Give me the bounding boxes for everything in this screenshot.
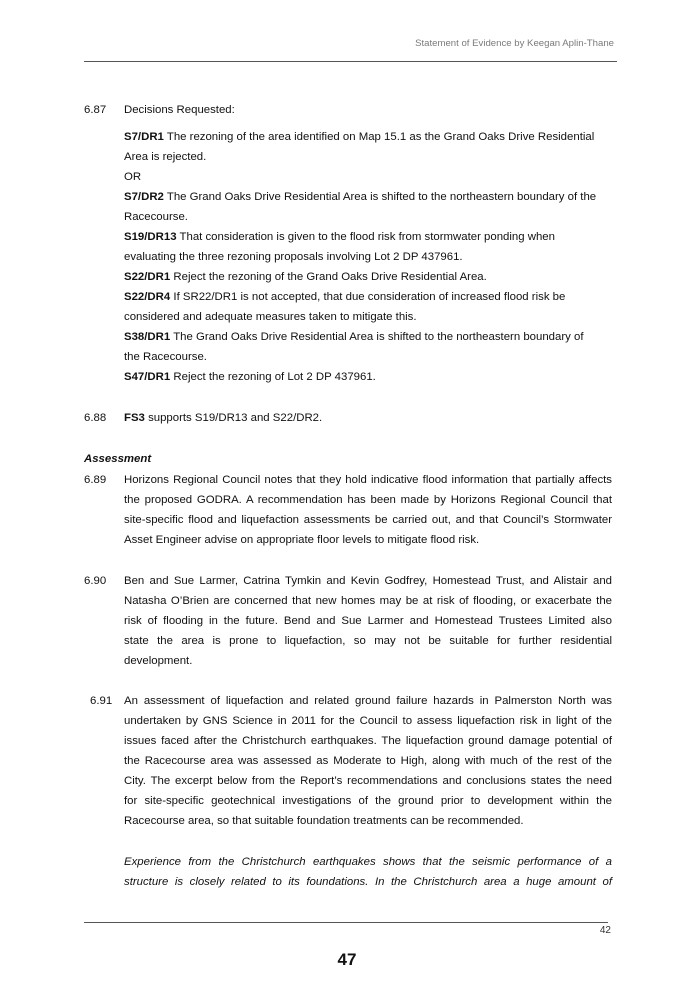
paragraph-line: issues faced after the Christchurch earthquakes. The liquefaction ground damage potential of	[124, 735, 612, 747]
decision-item: S22/DR4 If SR22/DR1 is not accepted, that due consideration of increased flood risk be	[124, 291, 566, 303]
decision-code: S19/DR13	[124, 231, 177, 243]
decision-continuation: the Racecourse.	[124, 351, 207, 363]
paragraph-line: Ben and Sue Larmer, Catrina Tymkin and Kevin Godfrey, Homestead Trust, and Alistair and	[124, 575, 612, 587]
decision-or: OR	[124, 171, 142, 183]
document-header: Statement of Evidence by Keegan Aplin-Thane	[415, 38, 614, 49]
quote-line: structure is closely related to its foundations. In the Christchurch area a huge amount of	[124, 876, 612, 888]
stamped-page-number: 47	[337, 950, 357, 969]
paragraph-line: the Racecourse area was assessed as Moderate to High, along with much of the rest of the	[124, 755, 612, 767]
decision-code: S7/DR1	[124, 131, 164, 143]
decision-continuation: Area is rejected.	[124, 151, 207, 163]
paragraph-line: the proposed GODRA. A recommendation has been made by Horizons Regional Council that	[124, 494, 612, 506]
decision-code: S22/DR1	[124, 271, 171, 283]
paragraph-line: for site-specific geotechnical investigations of the ground prior to development within the	[124, 795, 612, 807]
paragraph-number: 6.87	[84, 104, 107, 116]
paragraph-line: development.	[124, 655, 193, 667]
paragraph-line: Racecourse area, so that suitable foundation treatments can be recommended.	[124, 815, 524, 827]
paragraph-line: risk of flooding in the future. Bend and Sue Larmer and Homestead Trustees Limited also	[124, 615, 612, 627]
decision-code: S22/DR4	[124, 291, 171, 303]
decision-continuation: evaluating the three rezoning proposals involving Lot 2 DP 437961.	[124, 251, 463, 263]
decision-continuation: considered and adequate measures taken to mitigate this.	[124, 311, 417, 323]
paragraph-line: undertaken by GNS Science in 2011 for the Council to assess liquefaction risk in light of the	[124, 715, 612, 727]
paragraph-number: 6.91	[90, 695, 113, 707]
decision-item: S7/DR1 The rezoning of the area identified on Map 15.1 as the Grand Oaks Drive Residential	[124, 131, 595, 143]
paragraph-line: Horizons Regional Council notes that they hold indicative flood information that partially affects	[124, 474, 612, 486]
decision-item: S22/DR1 Reject the rezoning of the Grand Oaks Drive Residential Area.	[124, 271, 487, 283]
decision-item: S7/DR2 The Grand Oaks Drive Residential Area is shifted to the northeastern boundary of the	[124, 191, 597, 203]
decision-item: S38/DR1 The Grand Oaks Drive Residential Area is shifted to the northeastern boundary of	[124, 331, 584, 343]
page-number: 42	[599, 925, 611, 936]
decision-item: S19/DR13 That consideration is given to the flood risk from stormwater ponding when	[124, 231, 555, 243]
paragraph-number: 6.88	[84, 412, 107, 424]
decision-code: S47/DR1	[124, 371, 171, 383]
decision-code: FS3	[124, 412, 145, 424]
decision-continuation: Racecourse.	[124, 211, 188, 223]
paragraph-line: An assessment of liquefaction and related ground failure hazards in Palmerston North was	[124, 695, 612, 707]
section-title: Decisions Requested:	[124, 104, 235, 116]
paragraph-line: state the area is prone to liquefaction, so may not be suitable for further residential	[124, 635, 612, 647]
decision-item: S47/DR1 Reject the rezoning of Lot 2 DP 437961.	[124, 371, 376, 383]
paragraph-line: Natasha O’Brien are concerned that new homes may be at risk of flooding, or exacerbate the	[124, 595, 612, 607]
decision-code: S38/DR1	[124, 331, 171, 343]
paragraph-number: 6.90	[84, 575, 107, 587]
paragraph-text: FS3 supports S19/DR13 and S22/DR2.	[124, 412, 323, 424]
header-rule	[84, 61, 617, 62]
paragraph-line: site-specific flood and liquefaction assessments be carried out, and that Council’s Stormwater	[124, 514, 612, 526]
decision-code: S7/DR2	[124, 191, 164, 203]
quote-line: Experience from the Christchurch earthquakes shows that the seismic performance of a	[124, 856, 612, 868]
footer-rule	[84, 922, 608, 923]
paragraph-line: City. The excerpt below from the Report’s recommendations and conclusions states the need	[124, 775, 612, 787]
paragraph-number: 6.89	[84, 474, 107, 486]
paragraph-line: Asset Engineer advise on appropriate floor levels to mitigate flood risk.	[124, 534, 480, 546]
section-heading: Assessment	[84, 453, 152, 465]
